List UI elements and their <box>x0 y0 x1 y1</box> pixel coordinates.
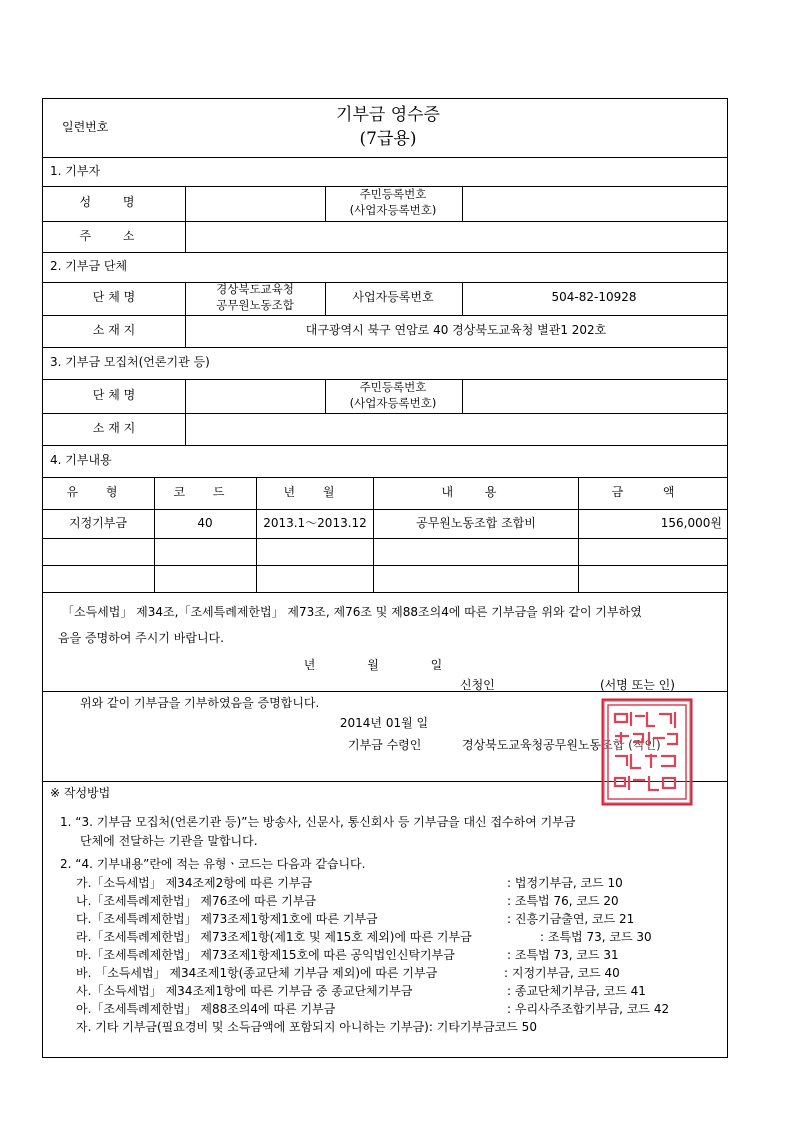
code-item-left: 다.「조세특례제한법」 제73조제1항제1호에 따른 기부금 <box>76 912 378 926</box>
divider <box>256 477 257 592</box>
section-heading: 2. 기부금 단체 <box>50 259 128 273</box>
code-item-right: : 우리사주조합기부금, 코드 42 <box>507 1002 670 1016</box>
org-name-value: 공무원노동조합 <box>216 298 294 312</box>
certification-text: 위와 같이 기부금을 기부하였음을 증명합니다. <box>80 696 320 710</box>
divider <box>42 282 728 283</box>
table-cell-code: 40 <box>197 516 213 530</box>
divider <box>42 565 728 566</box>
donor-id-label: 주민등록번호 <box>359 187 427 201</box>
divider <box>42 221 728 222</box>
divider <box>42 157 728 158</box>
code-item-left: 라.「조세특례제한법」 제73조제1항(제1호 및 제15호 제외)에 따른 기부금 <box>76 930 472 944</box>
document-subtitle: (7급용) <box>359 129 417 149</box>
table-cell-content: 공무원노동조합 조합비 <box>416 516 536 530</box>
divider <box>185 186 186 252</box>
org-location-value: 대구광역시 북구 연암로 40 경상북도교육청 별관1 202호 <box>305 323 607 337</box>
column-header-code: 코 드 <box>173 485 237 499</box>
code-item-left: 아.「조세특례제한법」 제88조의4에 따른 기부금 <box>76 1002 336 1016</box>
code-item-right: : 조특법 76, 코드 20 <box>507 894 619 908</box>
table-cell-period: 2013.1～2013.12 <box>263 516 367 530</box>
donor-name-label: 성 명 <box>79 195 149 209</box>
table-cell-type: 지정기부금 <box>69 516 127 530</box>
code-item-right: : 조특법 73, 코드 31 <box>507 948 619 962</box>
divider <box>42 315 728 316</box>
section-heading: 1. 기부자 <box>50 164 101 178</box>
applicant-label: 신청인 <box>460 678 495 692</box>
instructions-heading: ※ 작성방법 <box>50 786 111 800</box>
donor-id-label-sub: (사업자등록번호) <box>349 203 437 217</box>
certification-date: 2014년 01월 일 <box>339 716 429 730</box>
code-item-left: 사.「소득세법」 제34조제1항에 따른 기부금 중 종교단체기부금 <box>76 984 413 998</box>
column-header-period: 년 월 <box>283 485 347 499</box>
divider <box>185 379 186 445</box>
org-name-label: 단 체 명 <box>92 290 136 304</box>
code-item-right: : 종교단체기부금, 코드 41 <box>507 984 646 998</box>
collector-location-label: 소 재 지 <box>92 421 136 435</box>
code-item-right: : 법정기부금, 코드 10 <box>507 876 623 890</box>
code-item-left: 자. 기타 기부금(필요경비 및 소득금액에 포함되지 아니하는 기부금): 기타기부금코드 50 <box>76 1020 537 1034</box>
divider <box>373 477 374 592</box>
divider <box>42 252 728 253</box>
divider <box>578 477 579 592</box>
divider <box>325 379 326 413</box>
code-item-left: 마.「조세특례제한법」 제73조제1항제15호에 따른 공익법인신탁기부금 <box>76 948 455 962</box>
section-heading: 4. 기부내용 <box>50 453 112 467</box>
recipient-label: 기부금 수령인 <box>348 738 422 752</box>
divider <box>185 282 186 347</box>
divider <box>42 592 728 593</box>
divider <box>325 282 326 315</box>
official-seal-stamp <box>601 698 693 806</box>
table-cell-amount: 156,000원 <box>660 516 722 530</box>
declaration-text: 「소득세법」 제34조,「조세특례제한법」 제73조, 제76조 및 제88조의4에 따른 기부금을 위와 같이 기부하였 <box>62 605 642 619</box>
instruction-item: 1. “3. 기부금 모집처(언론기관 등)”는 방송사, 신문사, 통신회사 등 기부금을 대신 접수하여 기부금 <box>60 815 576 829</box>
divider <box>42 445 728 446</box>
declaration-text: 음을 증명하여 주시기 바랍니다. <box>58 631 224 645</box>
column-header-amount: 금 액 <box>611 485 693 499</box>
collector-name-label: 단 체 명 <box>92 388 136 402</box>
divider <box>42 477 728 478</box>
code-item-right: : 조특법 73, 코드 30 <box>540 930 652 944</box>
divider <box>325 186 326 221</box>
column-header-content: 내 용 <box>441 485 511 499</box>
signature-label: (서명 또는 인) <box>600 678 675 692</box>
divider <box>462 282 463 315</box>
org-name-value: 경상북도교육청 <box>216 282 294 296</box>
code-item-right: : 지정기부금, 코드 40 <box>504 966 620 980</box>
instruction-item: 2. “4. 기부내용”란에 적는 유형ㆍ코드는 다음과 같습니다. <box>60 857 366 871</box>
divider <box>462 186 463 221</box>
column-header-type: 유 형 <box>66 485 130 499</box>
code-item-left: 바. 「소득세법」 제34조제1항(종교단체 기부금 제외)에 따른 기부금 <box>76 966 438 980</box>
divider <box>42 538 728 539</box>
collector-id-label-sub: (사업자등록번호) <box>349 396 437 410</box>
application-date: 년 월 일 <box>303 658 467 672</box>
instruction-item: 단체에 전달하는 기관을 말합니다. <box>80 834 258 848</box>
divider <box>42 509 728 510</box>
divider <box>154 477 155 592</box>
biz-number-value: 504-82-10928 <box>551 290 637 304</box>
recipient-name: 경상북도교육청공무원노동조합 (직인) <box>462 738 661 752</box>
donor-address-label: 주 소 <box>79 229 149 243</box>
code-item-left: 나.「조세특례제한법」 제76조에 따른 기부금 <box>76 894 317 908</box>
org-location-label: 소 재 지 <box>92 323 136 337</box>
divider <box>42 413 728 414</box>
code-item-right: : 진흥기금출연, 코드 21 <box>507 912 635 926</box>
code-item-left: 가.「소득세법」 제34조제2항에 따른 기부금 <box>76 876 313 890</box>
biz-number-label: 사업자등록번호 <box>352 290 434 304</box>
document-title: 기부금 영수증 <box>336 105 440 125</box>
divider <box>42 347 728 348</box>
serial-number-label: 일련번호 <box>62 120 109 134</box>
section-heading: 3. 기부금 모집처(언론기관 등) <box>50 355 210 369</box>
divider <box>462 379 463 413</box>
collector-id-label: 주민등록번호 <box>359 380 427 394</box>
